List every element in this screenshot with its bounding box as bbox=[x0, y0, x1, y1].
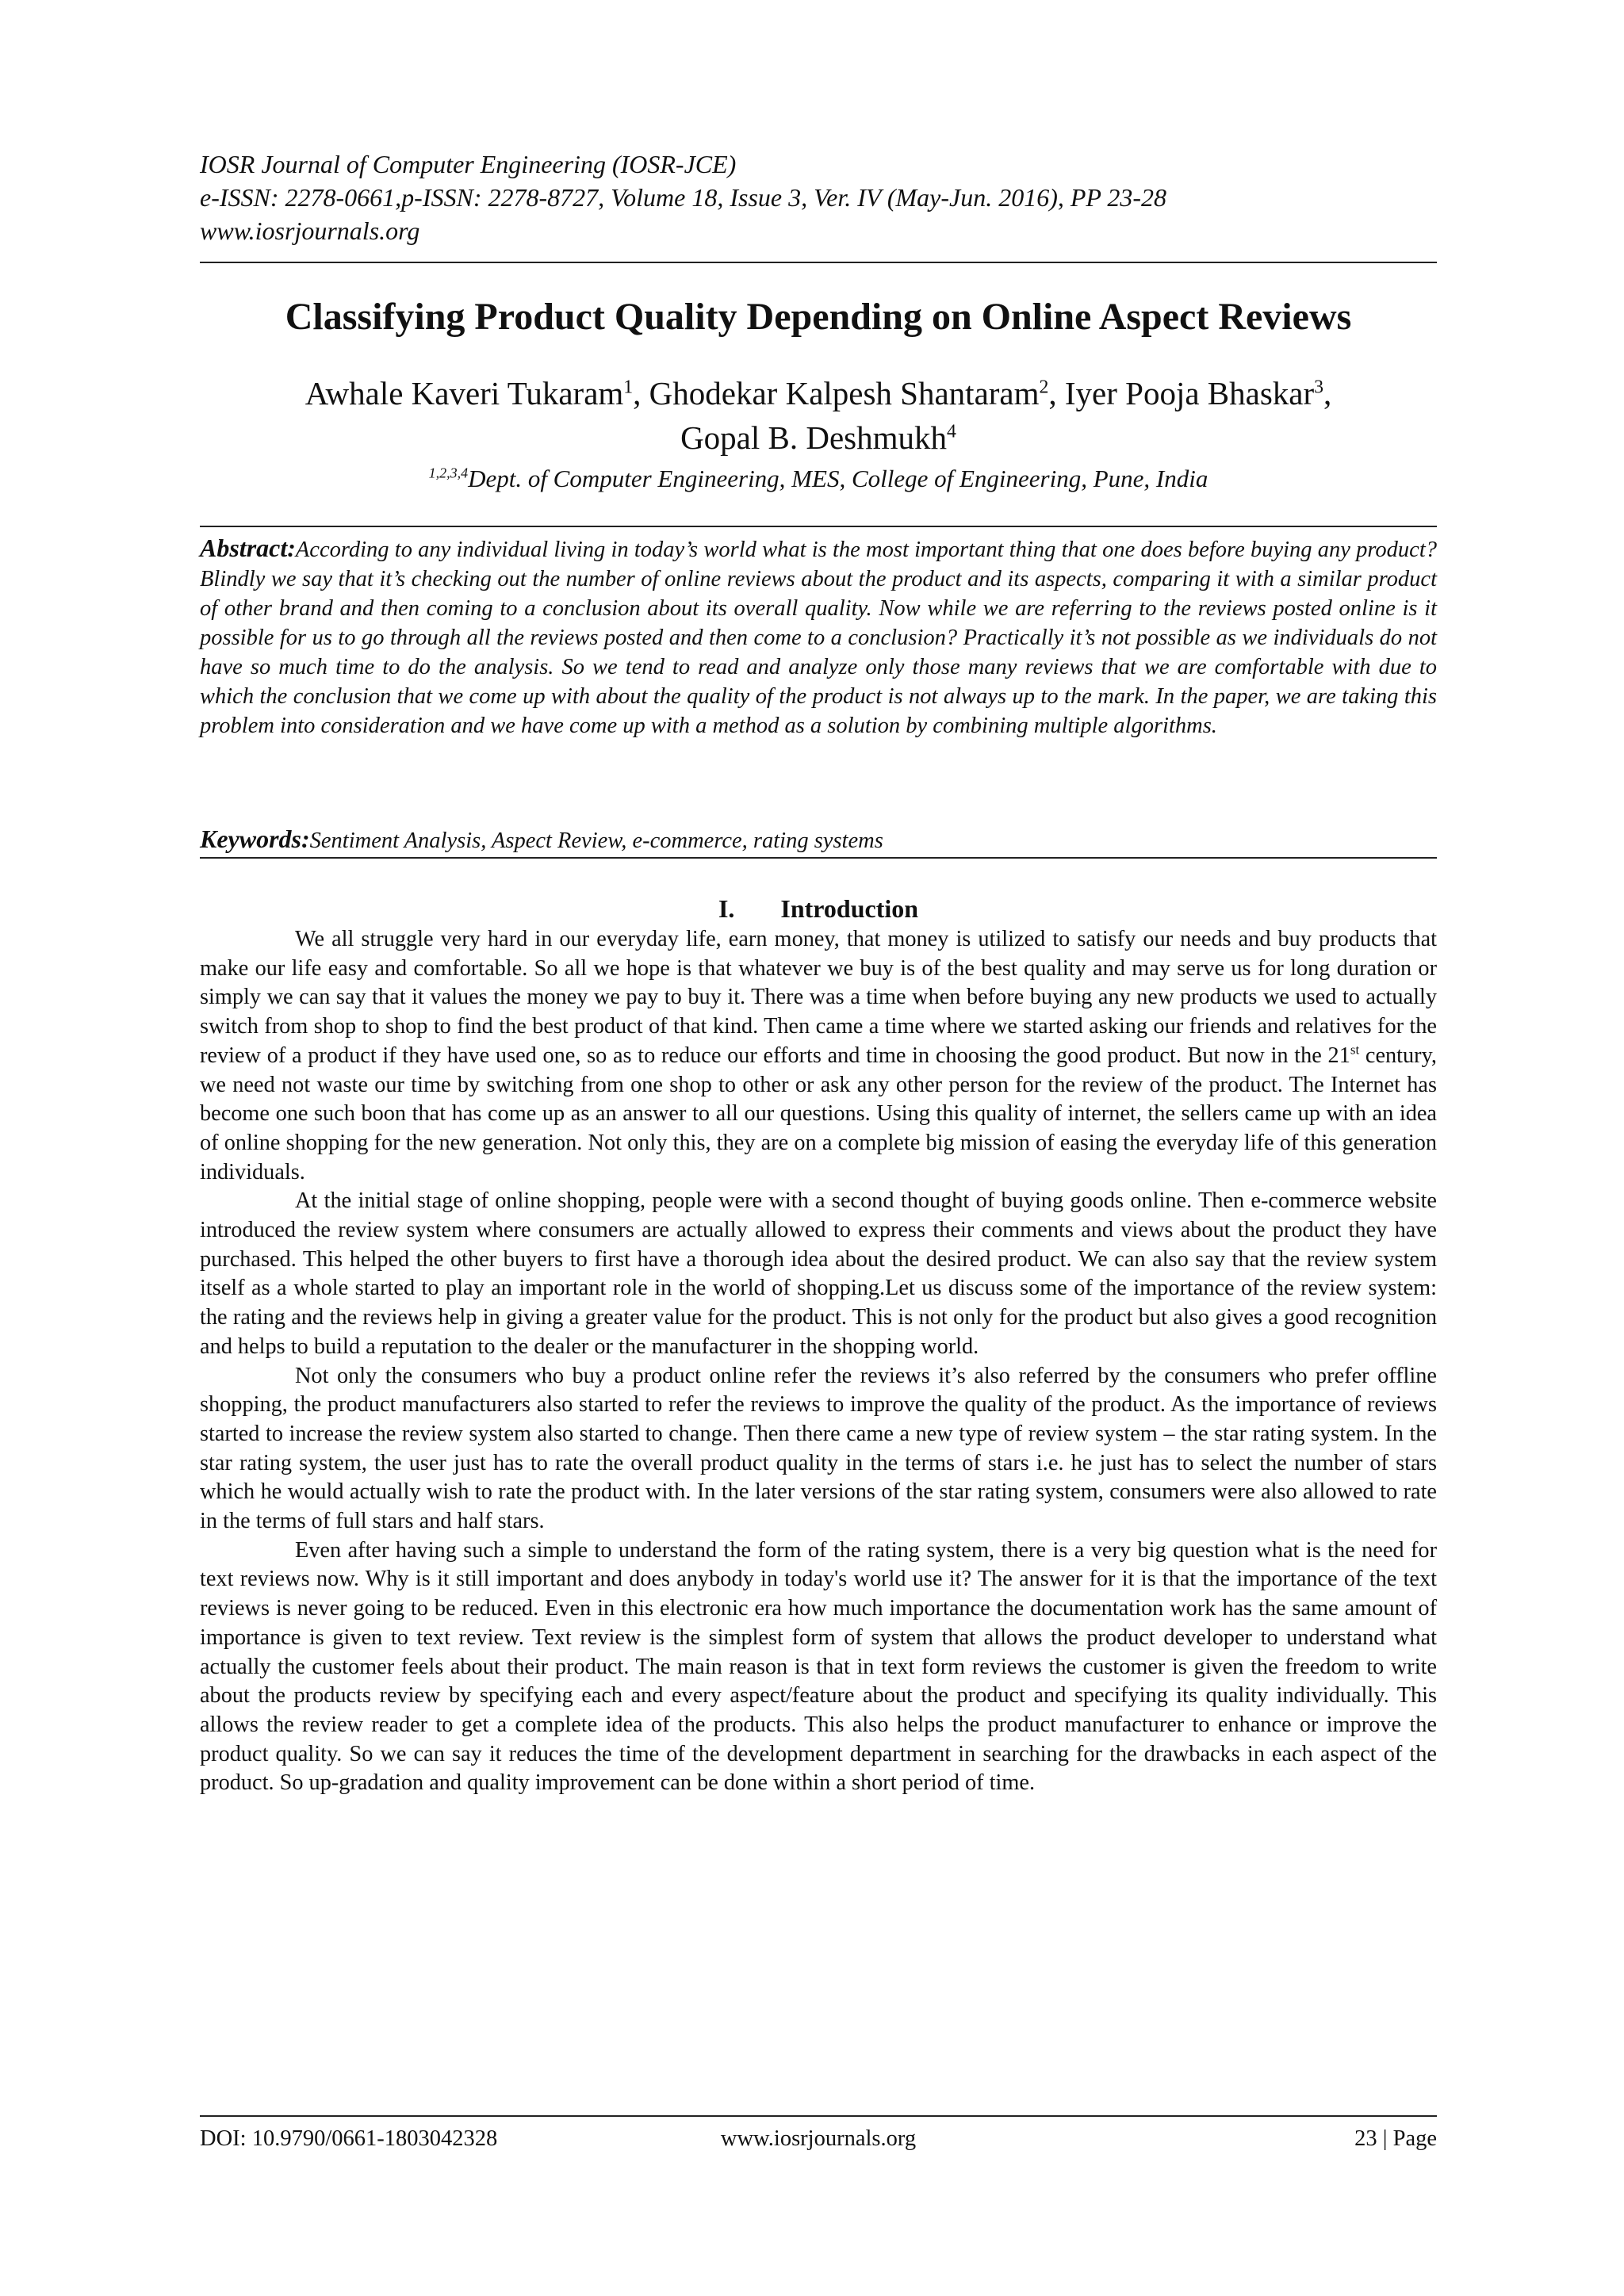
abstract-text: According to any individual living in today’s world what is the most important thing that one does before buying any product? Blindly we say that it’s checking out the number of online reviews about the product and its aspects, comparing it with a similar product of other brand and then coming to a conclusion about its overall quality. Now while we are referring to the reviews posted online is it possible for us to go through all the reviews posted and then come to a conclusion? Practically it’s not possible as we individuals do not have so much time to do the analysis. So we tend to read and analyze only those many reviews that we are comfortable with due to which the conclusion that we come up with about the quality of the product is not always up to the mark. In the paper, we are taking this problem into consideration and we have come up with a method as a solution by combining multiple algorithms. bbox=[200, 538, 1437, 738]
author-sup: 4 bbox=[947, 421, 956, 442]
author-line-1 bbox=[200, 371, 1437, 415]
author-list bbox=[200, 371, 1437, 460]
journal-issn: e-ISSN: 2278-0661,p-ISSN: 2278-8727, Volume 18, Issue 3, Ver. IV (May-Jun. 2016), PP 23-28 bbox=[200, 183, 1167, 212]
author-name: Ghodekar Kalpesh Shantaram bbox=[649, 375, 1040, 411]
footer-rule bbox=[200, 2115, 1437, 2117]
paragraph: At the initial stage of online shopping, people were with a second thought of buying goods online. Then e-commerce website introduced the review system where consumers are actually allowed to express their comments and views about the product they have purchased. This helped the other buyers to first have a thorough idea about the desired product. We can also say that the review system itself as a whole started to play an important role in the world of shopping.Let us discuss some of the importance of the review system: the rating and the reviews help in giving a greater value for the product. This is not only for the product but also gives a good recognition and helps to build a reputation to the dealer or the manufacturer in the shopping world. bbox=[200, 1188, 1437, 1359]
section-title: Introduction bbox=[780, 894, 919, 923]
author-sup: 3 bbox=[1314, 377, 1324, 398]
paragraph-text: century, we need not waste our time by switching from one shop to other or ask any other person for the review of the product. The Internet has become one such boon that has come up as an answer to all our questions. Using this quality of internet, the sellers came up with an idea of online shopping for the new generation. Not only this, they are on a complete big mission of easing the everyday life of this generation individuals. bbox=[200, 1043, 1437, 1184]
header-rule bbox=[200, 262, 1437, 263]
section-number: I. bbox=[718, 894, 735, 923]
footer-doi: DOI: 10.9790/0661-1803042328 bbox=[200, 2126, 498, 2151]
author-line-2 bbox=[200, 415, 1437, 460]
author-name: Gopal B. Deshmukh bbox=[680, 419, 948, 456]
author-sep: , bbox=[1323, 375, 1332, 411]
author-sep: , bbox=[633, 375, 649, 411]
paragraph: Not only the consumers who buy a product online refer the reviews it’s also referred by the consumers who prefer offline shopping, the product manufacturers also started to refer the reviews to improve the quality of the product. As the importance of reviews started to increase the review system also started to change. Then there came a new type of review system – the star rating system. In the star rating system, the user just has to rate the overall product quality in the terms of stars i.e. he just has to select the number of stars which he would actually wish to rate the product with. In the later versions of the star rating system, consumers were also allowed to rate in the terms of full stars and half stars. bbox=[200, 1363, 1437, 1534]
paragraph: Even after having such a simple to understand the form of the rating system, there is a very big question what is the need for text reviews now. Why is it still important and does anybody in today's world use it? The answer for it is that the importance of the text reviews is never going to be reduced. Even in this electronic era how much importance the documentation work has the same amount of importance is given to text review. Text review is the simplest form of system that allows the product developer to understand what actually the customer feels about their product. The main reason is that in text form reviews the customer is given the freedom to write about the products review by specifying each and every aspect/feature about the product and specifying its quality individually. This allows the review reader to get a complete idea of the products. This also helps the product manufacturer to enhance or improve the product quality. So we can say it reduces the time of the development department in searching for the drawbacks in each aspect of the product. So up-gradation and quality improvement can be done within a short period of time. bbox=[200, 1537, 1437, 1796]
keywords-label: Keywords: bbox=[200, 825, 310, 853]
ordinal-sup: st bbox=[1350, 1042, 1360, 1058]
affiliation-sup: 1,2,3,4 bbox=[428, 465, 469, 481]
paragraph bbox=[200, 925, 1437, 1187]
author-sup: 2 bbox=[1039, 377, 1049, 398]
author-sup: 1 bbox=[623, 377, 634, 398]
intro-body bbox=[200, 925, 1437, 1798]
keywords bbox=[200, 824, 1437, 856]
journal-website: www.iosrjournals.org bbox=[200, 216, 420, 245]
abstract bbox=[200, 534, 1437, 740]
keywords-bottom-rule bbox=[200, 857, 1437, 859]
author-name: Awhale Kaveri Tukaram bbox=[304, 375, 624, 411]
affiliation-text: Dept. of Computer Engineering, MES, College of Engineering, Pune, India bbox=[468, 465, 1208, 492]
paragraph-text: We all struggle very hard in our everyday life, earn money, that money is utilized to satisfy our needs and buy products that make our life easy and comfortable. So all we hope is that whatever we buy is of the best quality and may serve us for long duration or simply we can say that it values the money we pay to buy it. There was a time when before buying any new products we used to actually switch from shop to shop to find the best product of that kind. Then came a time where we started asking our friends and relatives for the review of a product if they have used one, so as to reduce our efforts and time in choosing the good product. But now in the 21 bbox=[200, 927, 1437, 1068]
footer-website: www.iosrjournals.org bbox=[720, 2126, 917, 2151]
abstract-top-rule bbox=[200, 526, 1437, 527]
paper-title: Classifying Product Quality Depending on Online Aspect Reviews bbox=[285, 296, 1352, 338]
affiliation bbox=[200, 463, 1437, 495]
author-sep: , bbox=[1048, 375, 1065, 411]
abstract-label: Abstract: bbox=[200, 534, 296, 562]
section-heading bbox=[200, 893, 1437, 924]
footer-page-number: 23 | Page bbox=[1354, 2126, 1437, 2151]
author-name: Iyer Pooja Bhaskar bbox=[1064, 375, 1315, 411]
journal-header bbox=[200, 147, 1437, 247]
keywords-text: Sentiment Analysis, Aspect Review, e-commerce, rating systems bbox=[309, 828, 883, 853]
journal-name: IOSR Journal of Computer Engineering (IOSR-JCE) bbox=[200, 150, 737, 178]
